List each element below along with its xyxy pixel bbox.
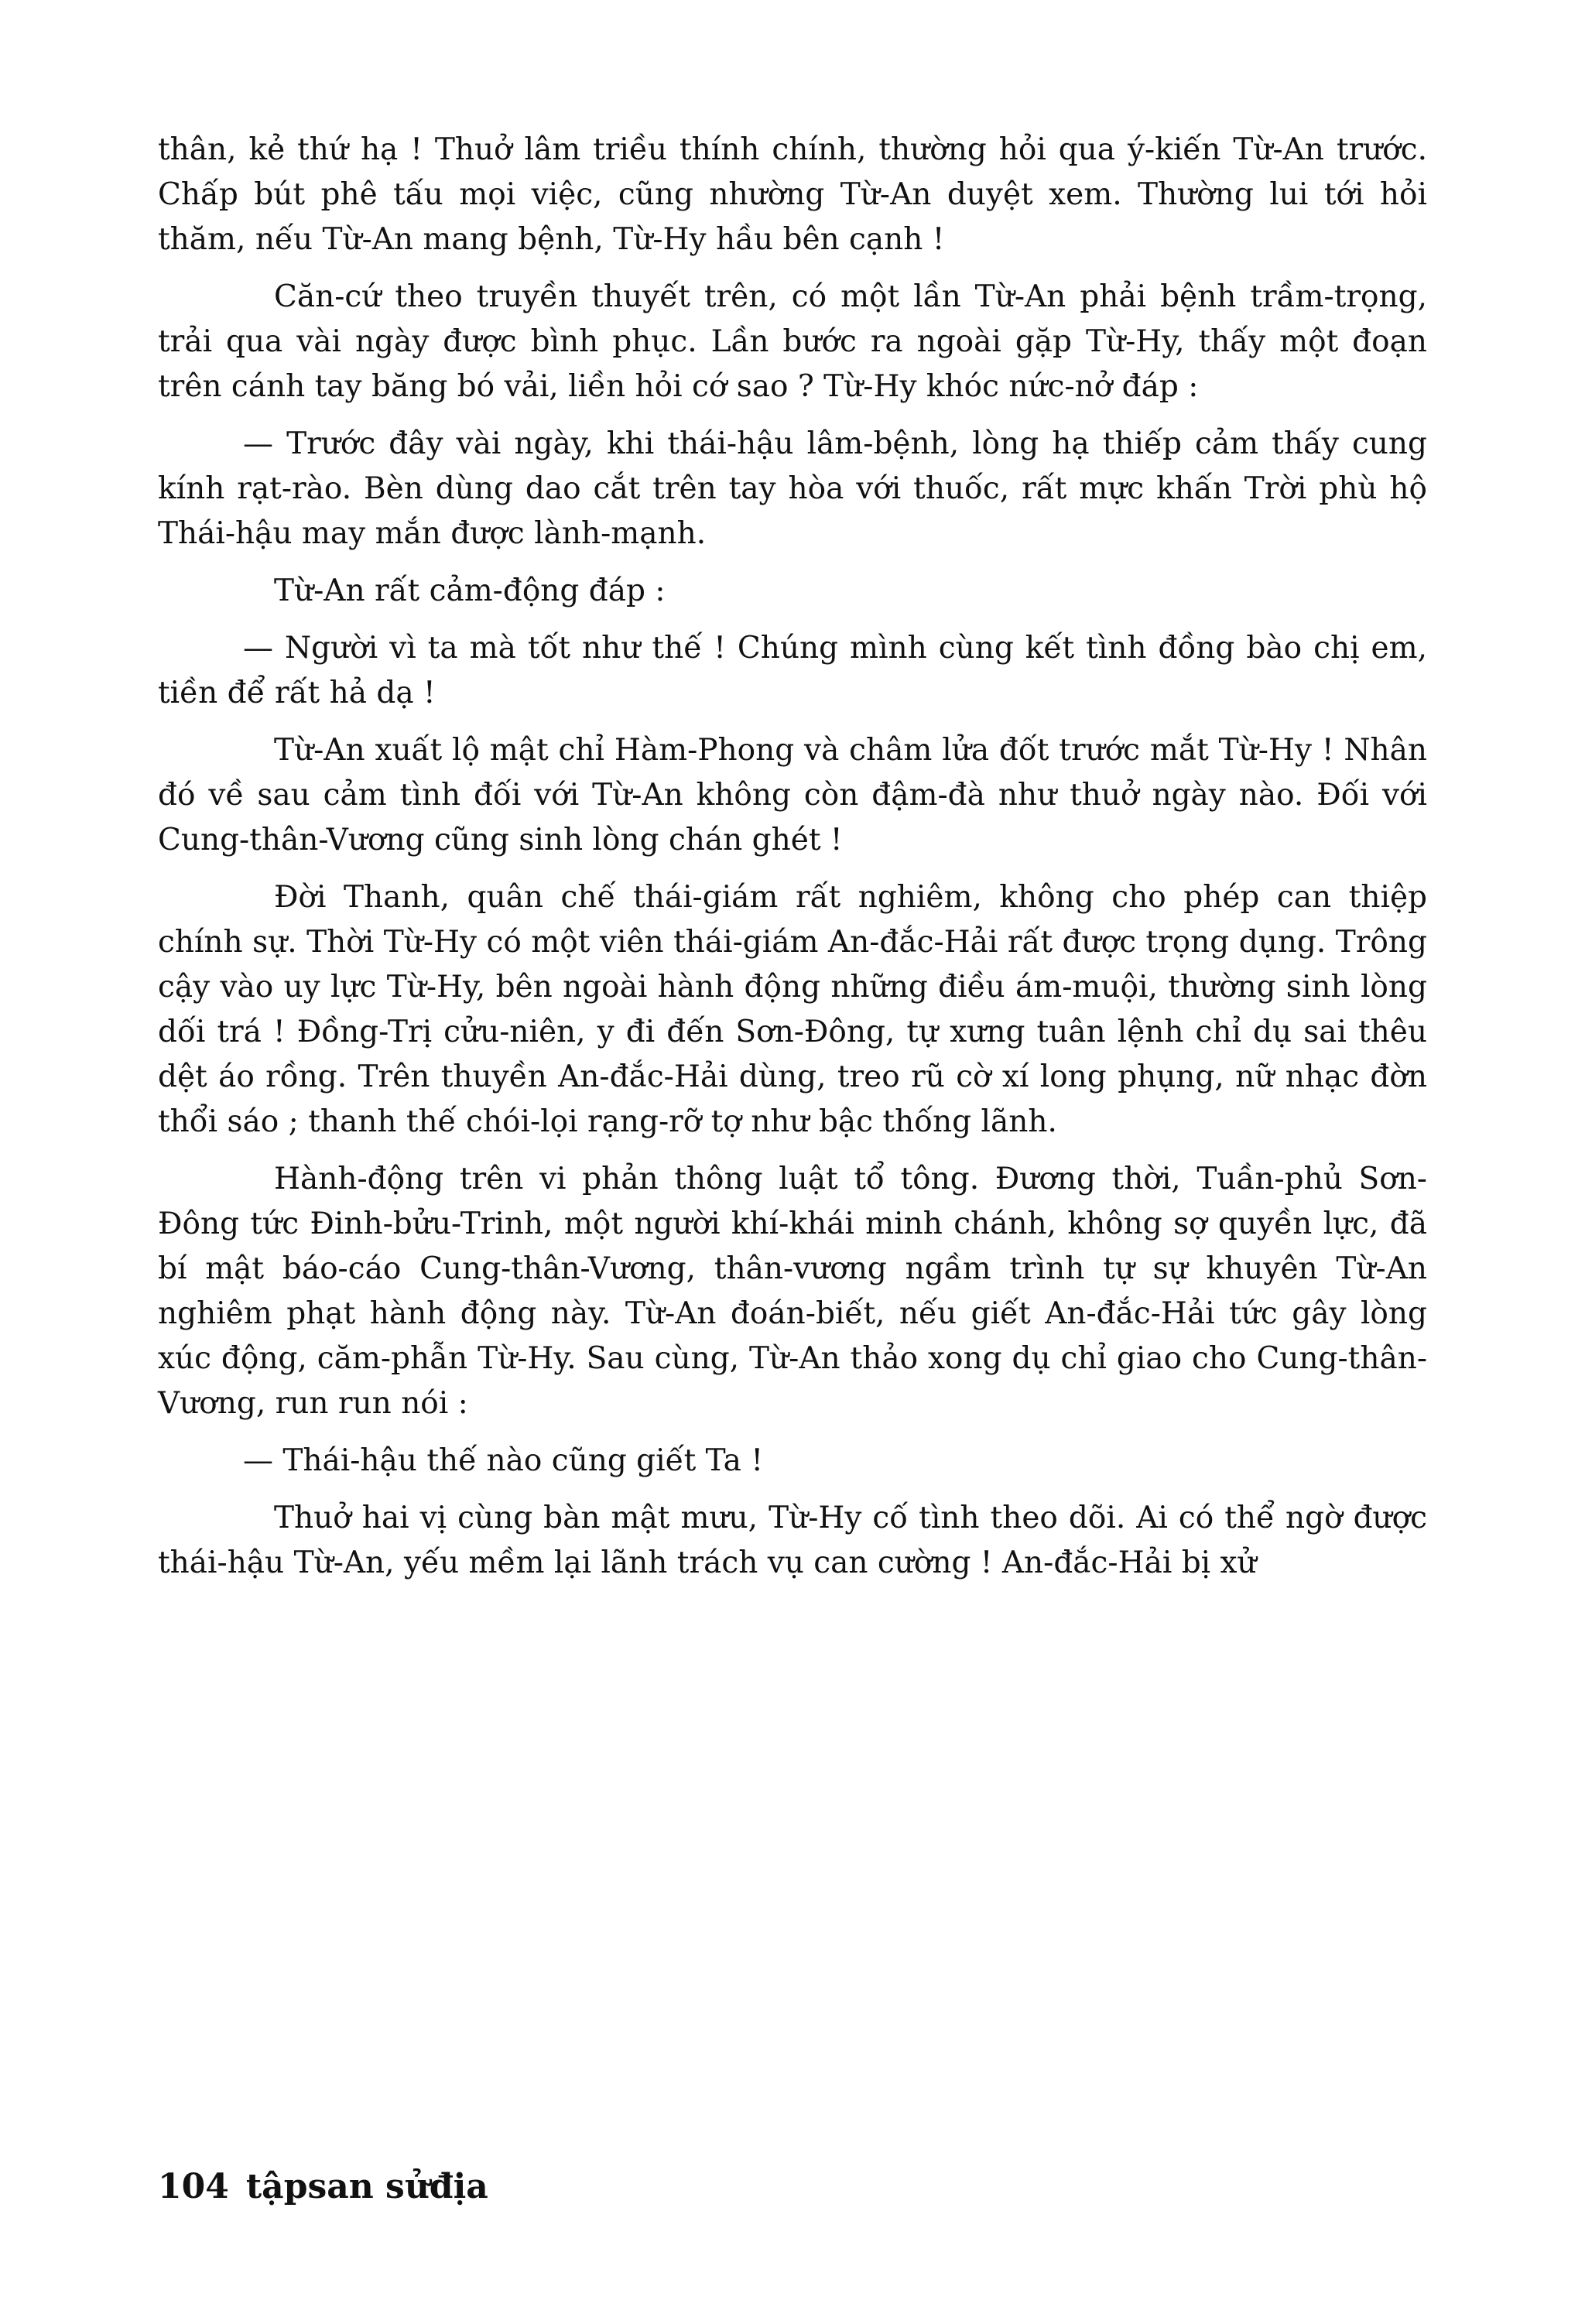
dialogue-2: — Người vì ta mà tốt như thế ! Chúng mình cùng kết tình đồng bào chị em, tiền để rất hả dạ !	[158, 631, 1427, 710]
paragraph-5: Đời Thanh, quân chế thái-giám rất nghiêm, không cho phép can thiệp chính sự. Thời Từ-Hy có một viên thái-giám An-đắc-Hải rất được trọng dụng. Trông cậy vào uy lực Từ-Hy, bên ngoài hành động những điều ám-muội, thường sinh lòng dối trá ! Đồng-Trị cửu-niên, y đi đến Sơn-Đông, tự xưng tuân lệnh chỉ dụ sai thêu dệt áo rồng. Trên thuyền An-đắc-Hải dùng, treo rũ cờ xí long phụng, nữ nhạc đờn thổi sáo ; thanh thế chói-lọi rạng-rỡ tợ như bậc thống lãnh.	[158, 880, 1427, 1139]
paragraph-3: Từ-An rất cảm-động đáp :	[274, 573, 666, 608]
paragraph-7: Thuở hai vị cùng bàn mật mưu, Từ-Hy cố tình theo dõi. Ai có thể ngờ được thái-hậu Từ-An, yếu mềm lại lãnh trách vụ can cường ! An-đắc-Hải bị xử	[158, 1501, 1427, 1580]
page-number: 104	[158, 2167, 229, 2206]
paragraph-2: Căn-cứ theo truyền thuyết trên, có một lần Từ-An phải bệnh trầm-trọng, trải qua vài ngày được bình phục. Lần bước ra ngoài gặp Từ-Hy, thấy một đoạn trên cánh tay băng bó vải, liền hỏi cớ sao ? Từ-Hy khóc nức-nở đáp :	[158, 279, 1427, 404]
paragraph-4: Từ-An xuất lộ mật chỉ Hàm-Phong và châm lửa đốt trước mắt Từ-Hy ! Nhân đó về sau cảm tình đối với Từ-An không còn đậm-đà như thuở ngày nào. Đối với Cung-thân-Vương cũng sinh lòng chán ghét !	[158, 733, 1427, 857]
dialogue-3: — Thái-hậu thế nào cũng giết Ta !	[243, 1443, 763, 1478]
publication-name: tậpsan sửđịa	[245, 2167, 488, 2206]
page-body	[158, 128, 1427, 1586]
page-footer	[158, 2167, 488, 2206]
dialogue-1: — Trước đây vài ngày, khi thái-hậu lâm-bệnh, lòng hạ thiếp cảm thấy cung kính rạt-rào. Bèn dùng dao cắt trên tay hòa với thuốc, rất mực khấn Trời phù hộ Thái-hậu may mắn được lành-mạnh.	[158, 426, 1427, 551]
paragraph-6: Hành-động trên vi phản thông luật tổ tông. Đương thời, Tuần-phủ Sơn-Đông tức Đinh-bửu-Trinh, một người khí-khái minh chánh, không sợ quyền lực, đã bí mật báo-cáo Cung-thân-Vương, thân-vương ngầm trình tự sự khuyên Từ-An nghiêm phạt hành động này. Từ-An đoán-biết, nếu giết An-đắc-Hải tức gây lòng xúc động, căm-phẫn Từ-Hy. Sau cùng, Từ-An thảo xong dụ chỉ giao cho Cung-thân-Vương, run run nói :	[158, 1162, 1427, 1421]
paragraph-1: thân, kẻ thứ hạ ! Thuở lâm triều thính chính, thường hỏi qua ý-kiến Từ-An trước. Chấp bút phê tấu mọi việc, cũng nhường Từ-An duyệt xem. Thường lui tới hỏi thăm, nếu Từ-An mang bệnh, Từ-Hy hầu bên cạnh !	[158, 132, 1427, 257]
